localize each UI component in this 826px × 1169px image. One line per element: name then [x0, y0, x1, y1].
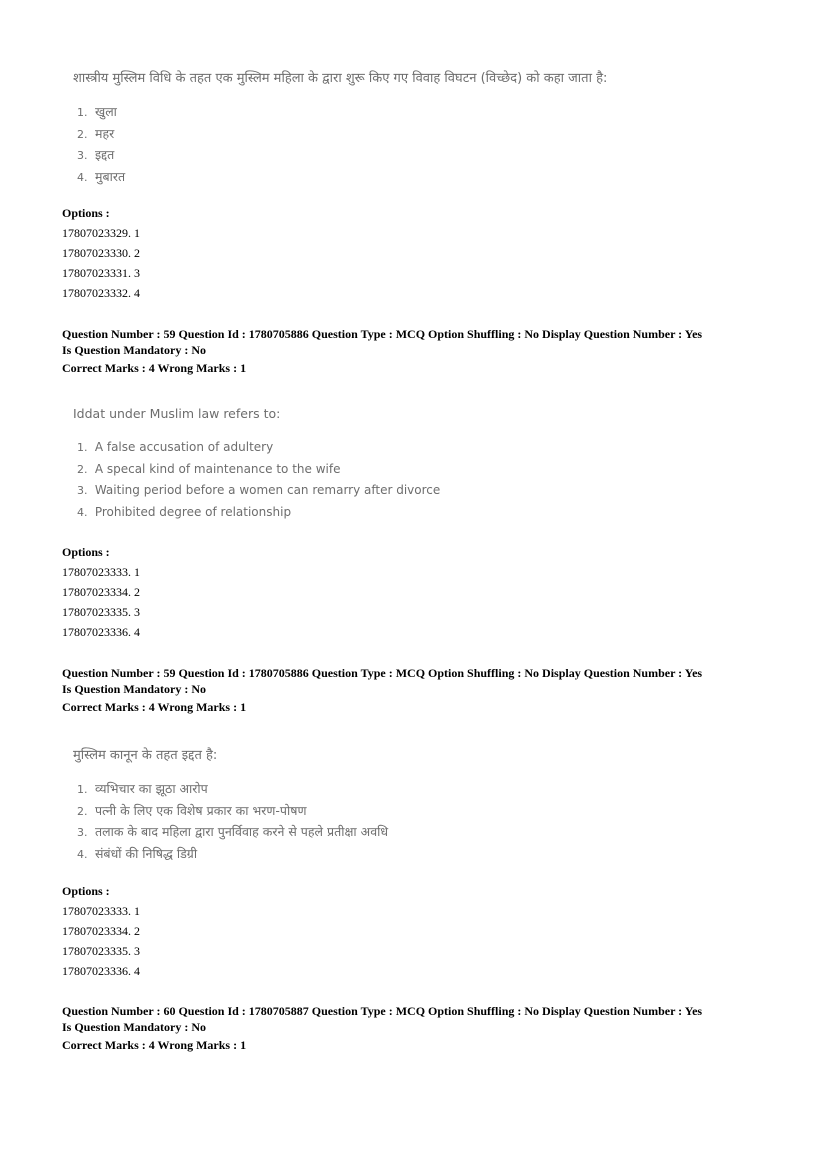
- options-block-3: [62, 881, 140, 981]
- choice-text: व्यभिचार का झूठा आरोप: [94, 781, 208, 796]
- options-title: Options :: [62, 545, 110, 559]
- choice-list: [73, 102, 607, 188]
- options-title: Options :: [62, 884, 110, 898]
- question-meta-line: Question Number : 59 Question Id : 1780705886 Question Type : MCQ Option Shuffling : No Display Question Number : Yes: [62, 666, 703, 680]
- choice-number: 2.: [77, 127, 88, 141]
- choice-text: A false accusation of adultery: [94, 440, 274, 454]
- option-row: [62, 562, 140, 582]
- choice-item: [77, 844, 388, 866]
- choice-number: 4.: [77, 505, 88, 519]
- choice-number: 3.: [77, 149, 88, 162]
- option-value: 2: [134, 246, 140, 260]
- option-value: 4: [134, 964, 140, 978]
- option-row: [62, 941, 140, 961]
- question-meta-3: [62, 1003, 702, 1053]
- choice-text: संबंधों की निषिद्ध डिग्री: [94, 845, 198, 861]
- option-id: 17807023336.: [62, 964, 131, 978]
- question-meta-line: Question Number : 59 Question Id : 1780705886 Question Type : MCQ Option Shuffling : No Display Question Number : Yes: [62, 327, 703, 341]
- option-row: [62, 582, 140, 602]
- question-text: Iddat under Muslim law refers to:: [73, 406, 281, 421]
- options-block-2: [62, 542, 140, 642]
- choice-number: 2.: [77, 462, 88, 476]
- option-id: 17807023330.: [62, 246, 131, 260]
- option-value: 1: [134, 904, 140, 918]
- choice-list: [73, 779, 388, 865]
- option-value: 2: [134, 585, 140, 599]
- option-value: 4: [134, 625, 140, 639]
- question-image-hindi-2: [73, 745, 388, 865]
- option-value: 1: [134, 565, 140, 579]
- option-id: 17807023333.: [62, 904, 131, 918]
- choice-item: [77, 779, 388, 801]
- option-id: 17807023335.: [62, 605, 131, 619]
- choice-text: Waiting period before a women can remarry after divorce: [94, 483, 441, 497]
- marks-line: Correct Marks : 4 Wrong Marks : 1: [62, 361, 247, 375]
- option-id: 17807023331.: [62, 266, 131, 280]
- choice-text: Prohibited degree of relationship: [94, 504, 292, 519]
- option-value: 1: [134, 226, 140, 240]
- choice-item: [77, 167, 607, 189]
- choice-number: 2.: [77, 804, 88, 818]
- choice-number: 1.: [77, 441, 88, 454]
- choice-number: 1.: [77, 783, 88, 796]
- question-meta-line: Question Number : 60 Question Id : 1780705887 Question Type : MCQ Option Shuffling : No Display Question Number : Yes: [62, 1004, 703, 1018]
- mandatory-line: Is Question Mandatory : No: [62, 682, 207, 696]
- option-id: 17807023332.: [62, 286, 131, 300]
- question-text: शास्त्रीय मुस्लिम विधि के तहत एक मुस्लिम महिला के द्वारा शुरू किए गए विवाह विघटन (विच्छेद) को कहा जाता है:: [73, 71, 608, 86]
- marks-line: Correct Marks : 4 Wrong Marks : 1: [62, 700, 247, 714]
- choice-text: महर: [94, 125, 115, 141]
- choice-number: 4.: [77, 847, 88, 861]
- option-row: [62, 961, 140, 981]
- option-id: 17807023334.: [62, 585, 131, 599]
- mandatory-line: Is Question Mandatory : No: [62, 343, 207, 357]
- choice-item: [77, 102, 607, 124]
- choice-item: [77, 437, 440, 459]
- choice-item: [77, 502, 440, 524]
- choice-item: [77, 480, 440, 502]
- choice-number: 3.: [77, 826, 88, 839]
- option-row: [62, 283, 140, 303]
- choice-text: पत्नी के लिए एक विशेष प्रकार का भरण-पोषण: [94, 802, 307, 818]
- question-image-english: [73, 406, 440, 523]
- choice-text: खुला: [94, 104, 117, 119]
- option-id: 17807023333.: [62, 565, 131, 579]
- option-row: [62, 223, 140, 243]
- choice-number: 3.: [77, 484, 88, 497]
- option-row: [62, 602, 140, 622]
- question-text: मुस्लिम कानून के तहत इद्दत है:: [73, 748, 218, 763]
- question-image-hindi-1: [73, 68, 607, 188]
- option-row: [62, 263, 140, 283]
- option-row: [62, 901, 140, 921]
- choice-item: [77, 124, 607, 146]
- option-value: 4: [134, 286, 140, 300]
- option-value: 2: [134, 924, 140, 938]
- choice-list: [73, 437, 440, 523]
- choice-item: [77, 145, 607, 167]
- choice-item: [77, 822, 388, 844]
- choice-text: तलाक के बाद महिला द्वारा पुनर्विवाह करने से पहले प्रतीक्षा अवधि: [94, 824, 389, 839]
- mandatory-line: Is Question Mandatory : No: [62, 1020, 207, 1034]
- option-id: 17807023335.: [62, 944, 131, 958]
- option-row: [62, 243, 140, 263]
- choice-text: मुबारत: [94, 168, 126, 184]
- question-meta-2: [62, 665, 702, 715]
- choice-item: [77, 801, 388, 823]
- choice-number: 1.: [77, 106, 88, 119]
- choice-text: A specal kind of maintenance to the wife: [94, 461, 341, 476]
- question-meta-1: [62, 326, 702, 376]
- option-row: [62, 921, 140, 941]
- options-block-1: [62, 203, 140, 303]
- choice-number: 4.: [77, 170, 88, 184]
- choice-item: [77, 459, 440, 481]
- options-title: Options :: [62, 206, 110, 220]
- option-value: 3: [134, 605, 140, 619]
- option-id: 17807023334.: [62, 924, 131, 938]
- option-id: 17807023336.: [62, 625, 131, 639]
- option-value: 3: [134, 266, 140, 280]
- marks-line: Correct Marks : 4 Wrong Marks : 1: [62, 1038, 247, 1052]
- choice-text: इद्दत: [94, 147, 115, 162]
- option-row: [62, 622, 140, 642]
- option-id: 17807023329.: [62, 226, 131, 240]
- option-value: 3: [134, 944, 140, 958]
